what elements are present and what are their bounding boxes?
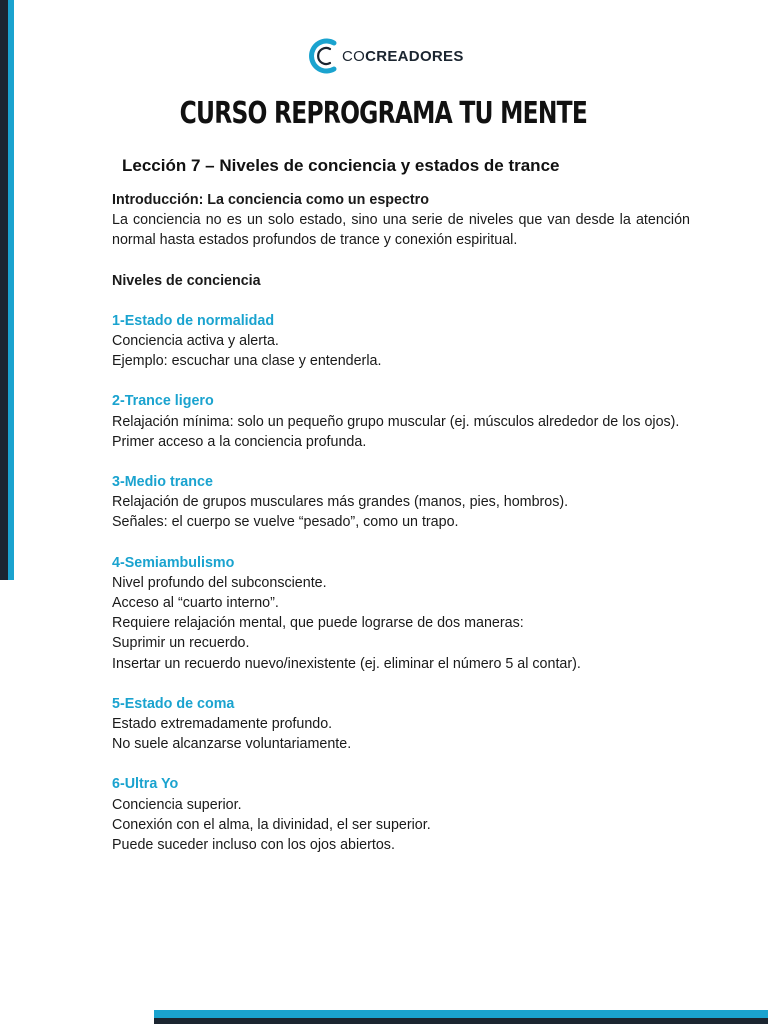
level-line: Primer acceso a la conciencia profunda. (112, 433, 367, 450)
level-line: Relajación mínima: solo un pequeño grupo muscular (ej. músculos alrededor de los ojos). (112, 413, 680, 430)
levels-heading: Niveles de conciencia (112, 272, 261, 289)
level-line: Acceso al “cuarto interno”. (112, 595, 279, 612)
level-title: 2-Trance ligero (112, 393, 214, 410)
lesson-content (112, 190, 690, 855)
left-decorative-bar (0, 0, 8, 580)
intro-text: La conciencia no es un solo estado, sino una serie de niveles que van desde la atención normal hasta estados profundos de trance y conexión espiritual. (112, 212, 690, 249)
level-line: Estado extremadamente profundo. (112, 716, 333, 733)
logo-arc-icon (308, 38, 338, 74)
level-section (112, 391, 690, 452)
level-line: Suprimir un recuerdo. (112, 635, 250, 652)
level-section (112, 694, 690, 755)
level-line: Conexión con el alma, la divinidad, el ser superior. (112, 816, 431, 833)
logo-main: CREADORES (365, 47, 464, 65)
intro-heading: Introducción: La conciencia como un espectro (112, 192, 429, 208)
level-title: 5-Estado de coma (112, 695, 235, 712)
logo-prefix: CO (342, 47, 366, 65)
level-section (112, 472, 690, 533)
left-accent-bar (8, 0, 14, 580)
level-title: 4-Semiambulismo (112, 554, 235, 571)
level-line: Conciencia superior. (112, 796, 242, 813)
level-line: Insertar un recuerdo nuevo/inexistente (ej. eliminar el número 5 al contar). (112, 655, 581, 672)
level-title: 1-Estado de normalidad (112, 312, 275, 329)
lesson-title: Lección 7 – Niveles de conciencia y estados de trance (122, 156, 560, 175)
level-title: 3-Medio trance (112, 474, 213, 491)
logo-text (342, 48, 464, 65)
level-section (112, 311, 690, 372)
level-line: Relajación de grupos musculares más grandes (manos, pies, hombros). (112, 494, 569, 511)
level-line: Requiere relajación mental, que puede lograrse de dos maneras: (112, 615, 524, 632)
level-title: 6-Ultra Yo (112, 776, 179, 793)
level-line: Conciencia activa y alerta. (112, 333, 279, 350)
level-line: Señales: el cuerpo se vuelve “pesado”, como un trapo. (112, 514, 459, 531)
level-line: Puede suceder incluso con los ojos abiertos. (112, 837, 395, 854)
bottom-accent-bar (154, 1010, 768, 1018)
level-line: Nivel profundo del subconsciente. (112, 574, 327, 591)
cocreadores-logo (308, 38, 464, 74)
level-section (112, 553, 690, 674)
level-line: No suele alcanzarse voluntariamente. (112, 736, 352, 753)
level-line: Ejemplo: escuchar una clase y entenderla. (112, 353, 382, 370)
bottom-decorative-bar (154, 1018, 768, 1024)
course-title: CURSO REPROGRAMA TU MENTE (179, 96, 588, 131)
level-section (112, 774, 690, 855)
